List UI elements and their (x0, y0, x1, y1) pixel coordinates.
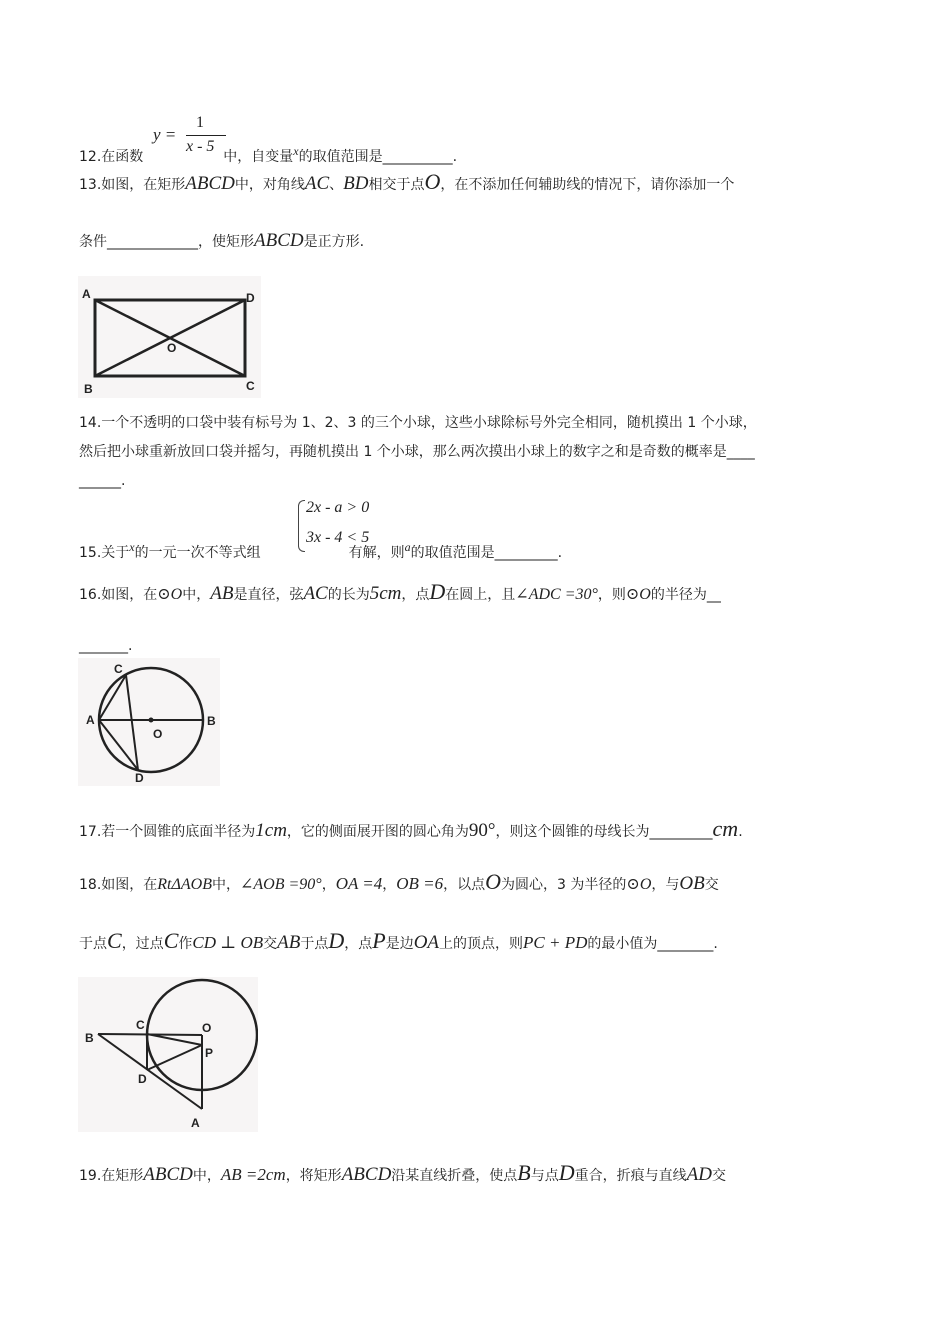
q16-ab: AB (210, 583, 234, 604)
q12-fraction-numerator: 1 (196, 114, 204, 131)
q13-o: O (424, 169, 441, 194)
q18-ob: OB =6 (396, 874, 444, 893)
q15-text-1: 关于 (101, 545, 130, 561)
q16-text-3: 是直径，弦 (233, 587, 304, 603)
q19-text-6: 重合，折痕与直线 (574, 1168, 687, 1184)
q13-label-c: C (246, 379, 255, 393)
q15-inequality-2: 3x - 4 < 5 (306, 529, 370, 546)
q18-label-d: D (138, 1072, 147, 1086)
q19-text-1: 在矩形 (101, 1168, 144, 1184)
q13-text-3: 相交于点 (368, 177, 425, 193)
q16-d: D (429, 579, 446, 604)
q18-text-2: 中， (211, 877, 240, 893)
q18-side-ab (98, 1034, 202, 1109)
q17-radius: 1cm (255, 820, 287, 841)
q15-text-2: 的一元一次不等式组 (134, 545, 261, 561)
q16-label-o: O (153, 727, 163, 741)
q16-circle-2: ⊙O (625, 586, 651, 603)
q17-text-1: 若一个圆锥的底面半径为 (101, 824, 256, 840)
q16-circle: ⊙O (157, 586, 183, 603)
q18-ob-2: OB (679, 873, 705, 894)
q16-number: 16. (79, 587, 102, 603)
q18-d: D (328, 928, 345, 953)
question-18-line-1 (79, 869, 719, 895)
q18-circle: ⊙O (626, 876, 652, 893)
question-14-line-1: 14.一个不透明的口袋中装有标号为 1、2、3 的三个小球，这些小球除标号外完全相同，随机摸出 1 个小球， (79, 415, 757, 431)
question-13-line-2 (79, 231, 364, 252)
q13-l2b: ，使矩形 (198, 234, 254, 250)
question-12 (79, 141, 457, 167)
q18-label-p: P (205, 1046, 214, 1060)
q19-number: 19. (79, 1168, 102, 1184)
q12-number: 12. (79, 149, 102, 165)
q13-label-o: O (167, 341, 177, 355)
q18-l2e: 于点 (300, 936, 329, 952)
q17-end: . (738, 824, 743, 840)
q15-blank: _________ (494, 545, 558, 561)
q15-var: x (129, 540, 135, 554)
q18-blank: ________ (657, 936, 714, 952)
q16-ac: AC (303, 583, 328, 604)
q17-unit: cm (712, 816, 739, 841)
q17-blank: _________ (649, 824, 713, 840)
q18-label-b: B (85, 1031, 94, 1045)
q18-ab: AB (277, 932, 301, 953)
q16-center-dot (149, 718, 154, 723)
q17-degrees: 90° (468, 820, 496, 841)
q19-text-2: 中， (192, 1168, 221, 1184)
q13-label-b: B (84, 382, 93, 396)
q17-text-2: ，它的侧面展开图的圆心角为 (286, 824, 469, 840)
q13-text-2: 中，对角线 (234, 177, 305, 193)
q16-text-6: 在圆上，且 (445, 587, 516, 603)
q13-sep: 、 (329, 177, 344, 193)
q18-l2f: ，点 (344, 936, 373, 952)
q12-var: x (293, 144, 299, 158)
q15-inequality-1: 2x - a > 0 (306, 499, 370, 516)
question-14-line-3: ______. (79, 473, 126, 489)
q13-bd: BD (343, 173, 369, 194)
q19-text-4: 沿某直线折叠，使点 (391, 1168, 518, 1184)
q13-label-d: D (246, 291, 255, 305)
q15-a: a (404, 540, 411, 554)
q16-text-1: 如图，在 (101, 587, 158, 603)
q18-oa-2: OA (413, 932, 440, 953)
q13-l2c: 是正方形. (303, 234, 365, 250)
q12-fraction-lhs: y = (153, 125, 177, 144)
q12-text-2: 中，自变量 (223, 149, 294, 165)
q18-text-6: 为圆心，3 为半径的 (501, 877, 627, 893)
q16-text-8: 的半径为__ (650, 587, 721, 603)
q18-c-2: C (163, 928, 179, 953)
q16-length: 5cm (369, 583, 402, 604)
q16-label-b: B (207, 714, 216, 728)
q16-label-c: C (114, 662, 123, 676)
q18-triangle: RtΔAOB (157, 876, 212, 893)
q18-number: 18. (79, 877, 102, 893)
q18-segment-dp (147, 1045, 202, 1070)
q19-rect: ABCD (143, 1164, 193, 1185)
q16-angle: ∠ADC =30° (515, 586, 598, 603)
q18-perp: CD ⊥ OB (192, 933, 264, 952)
q13-figure (78, 276, 261, 398)
q13-text-4: ，在不添加任何辅助线的情况下，请你添加一个 (440, 177, 735, 193)
question-14-line-2: 然后把小球重新放回口袋并摇匀，再随机摸出 1 个小球，那么两次摸出小球上的数字之和是奇数的概率是____ (79, 444, 755, 460)
question-16-line-2: _______. (79, 638, 133, 654)
q18-l2a: 于点 (79, 936, 107, 952)
q12-fraction-bar (186, 135, 226, 136)
q12-text-3: 的取值范围是 (298, 149, 383, 165)
q18-p: P (372, 928, 386, 953)
q18-o: O (485, 869, 502, 894)
q18-label-c: C (136, 1018, 145, 1032)
q18-text-7: ，与 (651, 877, 680, 893)
question-19 (79, 1160, 726, 1186)
question-16-line-1 (79, 579, 721, 605)
q18-oa: OA =4 (335, 874, 383, 893)
q13-blank: _____________ (107, 234, 198, 250)
q18-l2i: 的最小值为 (587, 936, 658, 952)
q13-ac: AC (304, 173, 330, 194)
q12-end: . (452, 149, 458, 165)
q16-label-a: A (86, 713, 95, 727)
q12-blank: __________ (382, 149, 453, 165)
q19-ab: AB =2cm (220, 1165, 286, 1184)
q18-text-5: ，以点 (443, 877, 486, 893)
q18-l2d: 交 (263, 936, 278, 952)
q19-rect-2: ABCD (341, 1164, 392, 1185)
q16-text-2: 中， (182, 587, 211, 603)
q12-fraction-denominator: x - 5 (186, 138, 215, 155)
q13-rect-2: ABCD (254, 230, 304, 251)
q16-figure (78, 658, 220, 786)
question-18-line-2 (79, 928, 718, 954)
q19-text-3: ，将矩形 (285, 1168, 342, 1184)
q19-text-7: 交 (711, 1168, 726, 1184)
q18-c: C (107, 928, 122, 953)
q16-text-5: ，点 (401, 587, 430, 603)
q18-l2g: 是边 (385, 936, 414, 952)
q13-rectangle-diagram (78, 276, 261, 398)
q16-text-7: ，则 (597, 587, 626, 603)
q13-number: 13. (79, 177, 102, 193)
q19-d: D (558, 1160, 575, 1185)
q16-circle-diagram (78, 658, 220, 786)
q19-text-5: 与点 (530, 1168, 559, 1184)
q18-sum: PC + PD (523, 933, 588, 952)
q18-figure (78, 977, 258, 1132)
q18-text-4: ， (382, 877, 397, 893)
q18-l2c: 作 (178, 936, 193, 952)
q19-b: B (517, 1160, 531, 1185)
q16-text-4: 的长为 (327, 587, 370, 603)
q15-end: . (557, 545, 563, 561)
q18-text-3: ， (321, 877, 336, 893)
q17-number: 17. (79, 824, 102, 840)
q19-ad: AD (686, 1164, 712, 1185)
q18-label-o: O (202, 1021, 212, 1035)
q18-l2b: ，过点 (121, 936, 164, 952)
q18-angle: ∠AOB =90° (239, 876, 322, 893)
q13-label-a: A (82, 287, 91, 301)
q15-text-3: 有解，则 (348, 545, 405, 561)
q13-l2a: 条件 (79, 234, 107, 250)
q13-text-1: 如图，在矩形 (101, 177, 186, 193)
q16-label-d: D (135, 771, 144, 785)
q13-rect: ABCD (185, 173, 235, 194)
question-17 (79, 816, 743, 842)
question-13-line-1 (79, 169, 735, 195)
q18-triangle-diagram (78, 977, 258, 1132)
q12-text-1: 在函数 (101, 149, 144, 165)
q15-number: 15. (79, 545, 102, 561)
q18-text-8: 交 (704, 877, 719, 893)
q17-text-3: ，则这个圆锥的母线长为 (495, 824, 650, 840)
q15-text-4: 的取值范围是 (410, 545, 495, 561)
q18-end: . (713, 936, 718, 952)
q18-text-1: 如图，在 (101, 877, 158, 893)
q18-label-a: A (191, 1116, 200, 1130)
question-15 (79, 537, 562, 563)
q18-l2h: 上的顶点，则 (439, 936, 524, 952)
